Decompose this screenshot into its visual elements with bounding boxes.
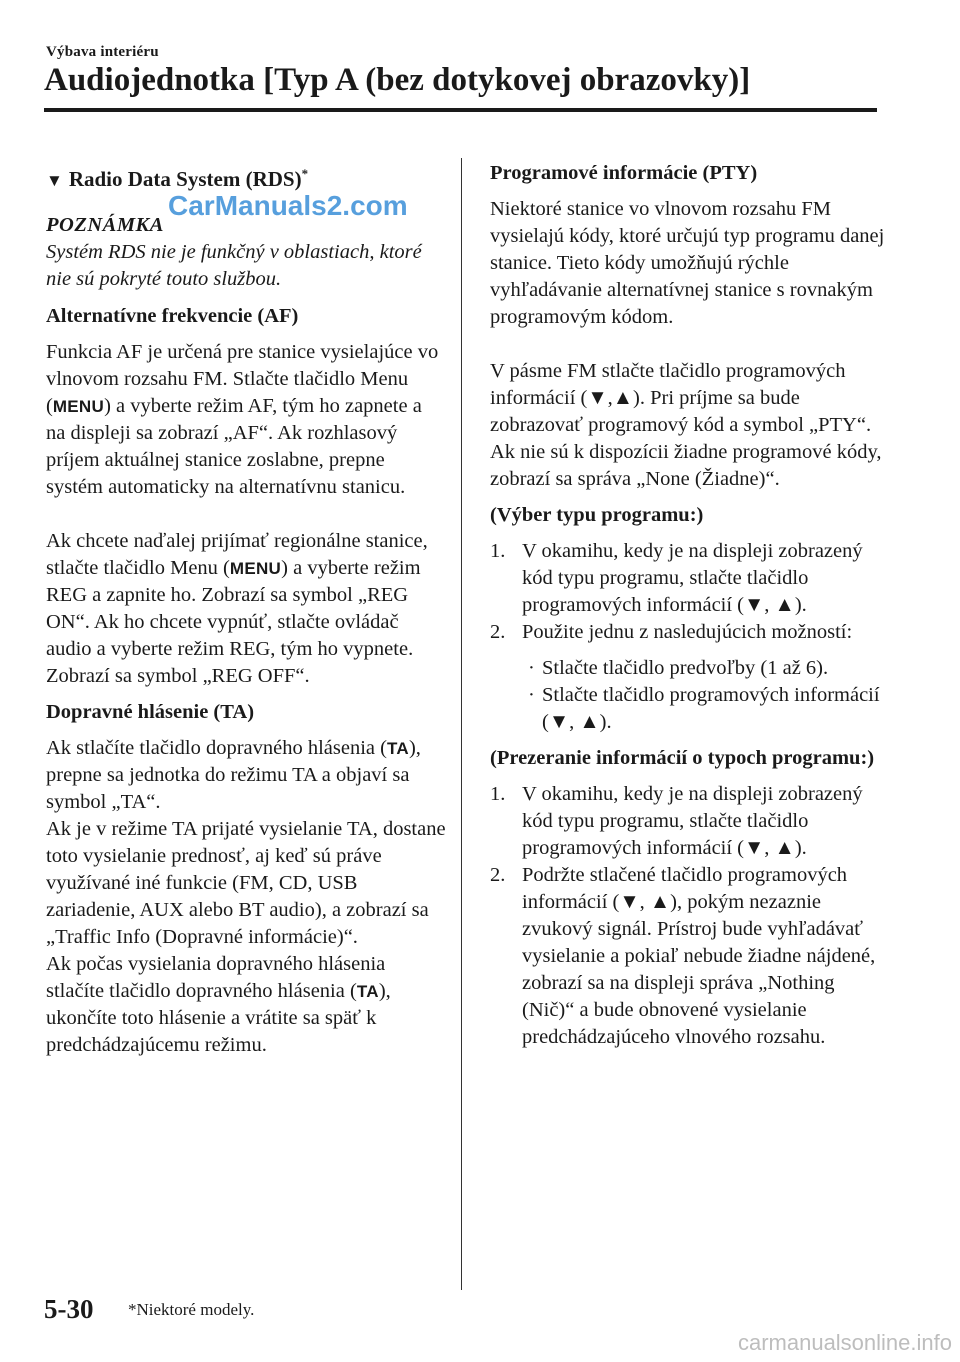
select-bullets xyxy=(490,655,885,736)
pty-heading: Programové informácie (PTY) xyxy=(490,162,758,184)
list-item: · Stlačte tlačidlo programových informácií (▼, ▲). xyxy=(528,684,880,733)
list-item: · Stlačte tlačidlo predvoľby (1 až 6). xyxy=(528,657,829,679)
pty-paragraph-2: V pásme FM stlačte tlačidlo programových informácií (▼,▲). Pri príjme sa bude zobrazovať programový kód a symbol „PTY“. Ak nie sú k dispozícii žiadne programové kódy, zobrazí sa správa „None (Žiadne)“. xyxy=(490,360,882,490)
list-item: 2. Použite jednu z nasledujúcich možností: xyxy=(490,621,853,643)
note-title: POZNÁMKA xyxy=(46,214,164,236)
ta-heading: Dopravné hlásenie (TA) xyxy=(46,701,255,723)
select-heading: (Výber typu programu:) xyxy=(490,504,704,526)
left-column xyxy=(46,160,446,1068)
triangle-down-icon: ▼ xyxy=(46,171,63,190)
ta-paragraph-2: Ak je v režime TA prijaté vysielanie TA, dostane toto vysielanie prednosť, aj keď sú práve využívané iné funkcie (FM, CD, USB zariadenie, AUX alebo BT audio), a zobrazí sa „Traffic Info (Dopravné informácie)“. xyxy=(46,818,446,948)
ta-paragraph-3: Ak počas vysielania dopravného hlásenia stlačíte tlačidlo dopravného hlásenia (TA), ukončíte toto hlásenie a vrátite sa späť k predchádzajúcemu režimu. xyxy=(46,953,391,1056)
af-paragraph-1: Funkcia AF je určená pre stanice vysielajúce vo vlnovom rozsahu FM. Stlačte tlačidlo Menu (MENU) a vyberte režim AF, tým ho zapnete a na displeji sa zobrazí „AF“. Ak rozhlasový príjem aktuálnej stanice zoslabne, prepne systém automaticky na alternatívnu stanicu. xyxy=(46,341,439,498)
column-divider xyxy=(461,158,462,1290)
af-heading: Alternatívne frekvencie (AF) xyxy=(46,305,299,327)
browse-steps xyxy=(490,781,885,1051)
ta-button-icon: TA xyxy=(386,739,409,758)
right-column xyxy=(490,160,885,1060)
section-label: Výbava interiéru xyxy=(46,44,159,60)
pty-paragraph-1: Niektoré stanice vo vlnovom rozsahu FM vysielajú kódy, ktoré určujú typ programu danej stanice. Tieto kódy umožňujú rýchle vyhľadávanie alternatívnej stanice s rovnakým programovým kódom. xyxy=(490,198,885,328)
list-item: 1. V okamihu, kedy je na displeji zobrazený kód typu programu, stlačte tlačidlo programových informácií (▼, ▲). xyxy=(490,783,863,859)
watermark-logo: CarManuals2.com xyxy=(168,190,408,221)
menu-button-icon: MENU xyxy=(52,397,105,416)
af-paragraph-2: Ak chcete naďalej prijímať regionálne stanice, stlačte tlačidlo Menu (MENU) a vyberte režim REG a zapnite ho. Zobrazí sa symbol „REG ON“. Ak ho chcete vypnúť, stlačte ovládač audio a vyberte režim REG, tým ho vypnete. Zobrazí sa symbol „REG OFF“. xyxy=(46,530,428,687)
browse-heading: (Prezeranie informácií o typoch programu:) xyxy=(490,747,875,769)
page-title: Audiojednotka [Typ A (bez dotykovej obrazovky)] xyxy=(44,62,751,98)
page-number: 5-30 xyxy=(44,1294,94,1324)
rds-heading xyxy=(46,160,446,194)
list-item: 2. Podržte stlačené tlačidlo programových informácií (▼, ▲), pokým nezaznie zvukový signál. Prístroj bude vyhľadávať vysielanie a pokiaľ nebude žiadne nájdené, zobrazí sa na displeji správa „Nothing (Nič)“ a bude obnovené vysielanie predchádzajúceho vlnového rozsahu. xyxy=(490,864,876,1048)
menu-button-icon: MENU xyxy=(229,559,282,578)
rds-title: Radio Data System (RDS) xyxy=(68,167,302,191)
ta-paragraph-1: Ak stlačíte tlačidlo dopravného hlásenia (TA), prepne sa jednotka do režimu TA a objaví sa symbol „TA“. xyxy=(46,737,421,813)
select-steps xyxy=(490,538,885,646)
footnote: *Niektoré modely. xyxy=(128,1300,255,1319)
site-watermark: carmanualsonline.info xyxy=(737,1330,952,1355)
list-item: 1. V okamihu, kedy je na displeji zobrazený kód typu programu, stlačte tlačidlo programových informácií (▼, ▲). xyxy=(490,540,863,616)
header-rule xyxy=(44,108,877,112)
asterisk-mark: * xyxy=(301,166,309,181)
note-text: Systém RDS nie je funkčný v oblastiach, ktoré nie sú pokryté touto službou. xyxy=(46,241,422,290)
ta-button-icon: TA xyxy=(356,982,379,1001)
